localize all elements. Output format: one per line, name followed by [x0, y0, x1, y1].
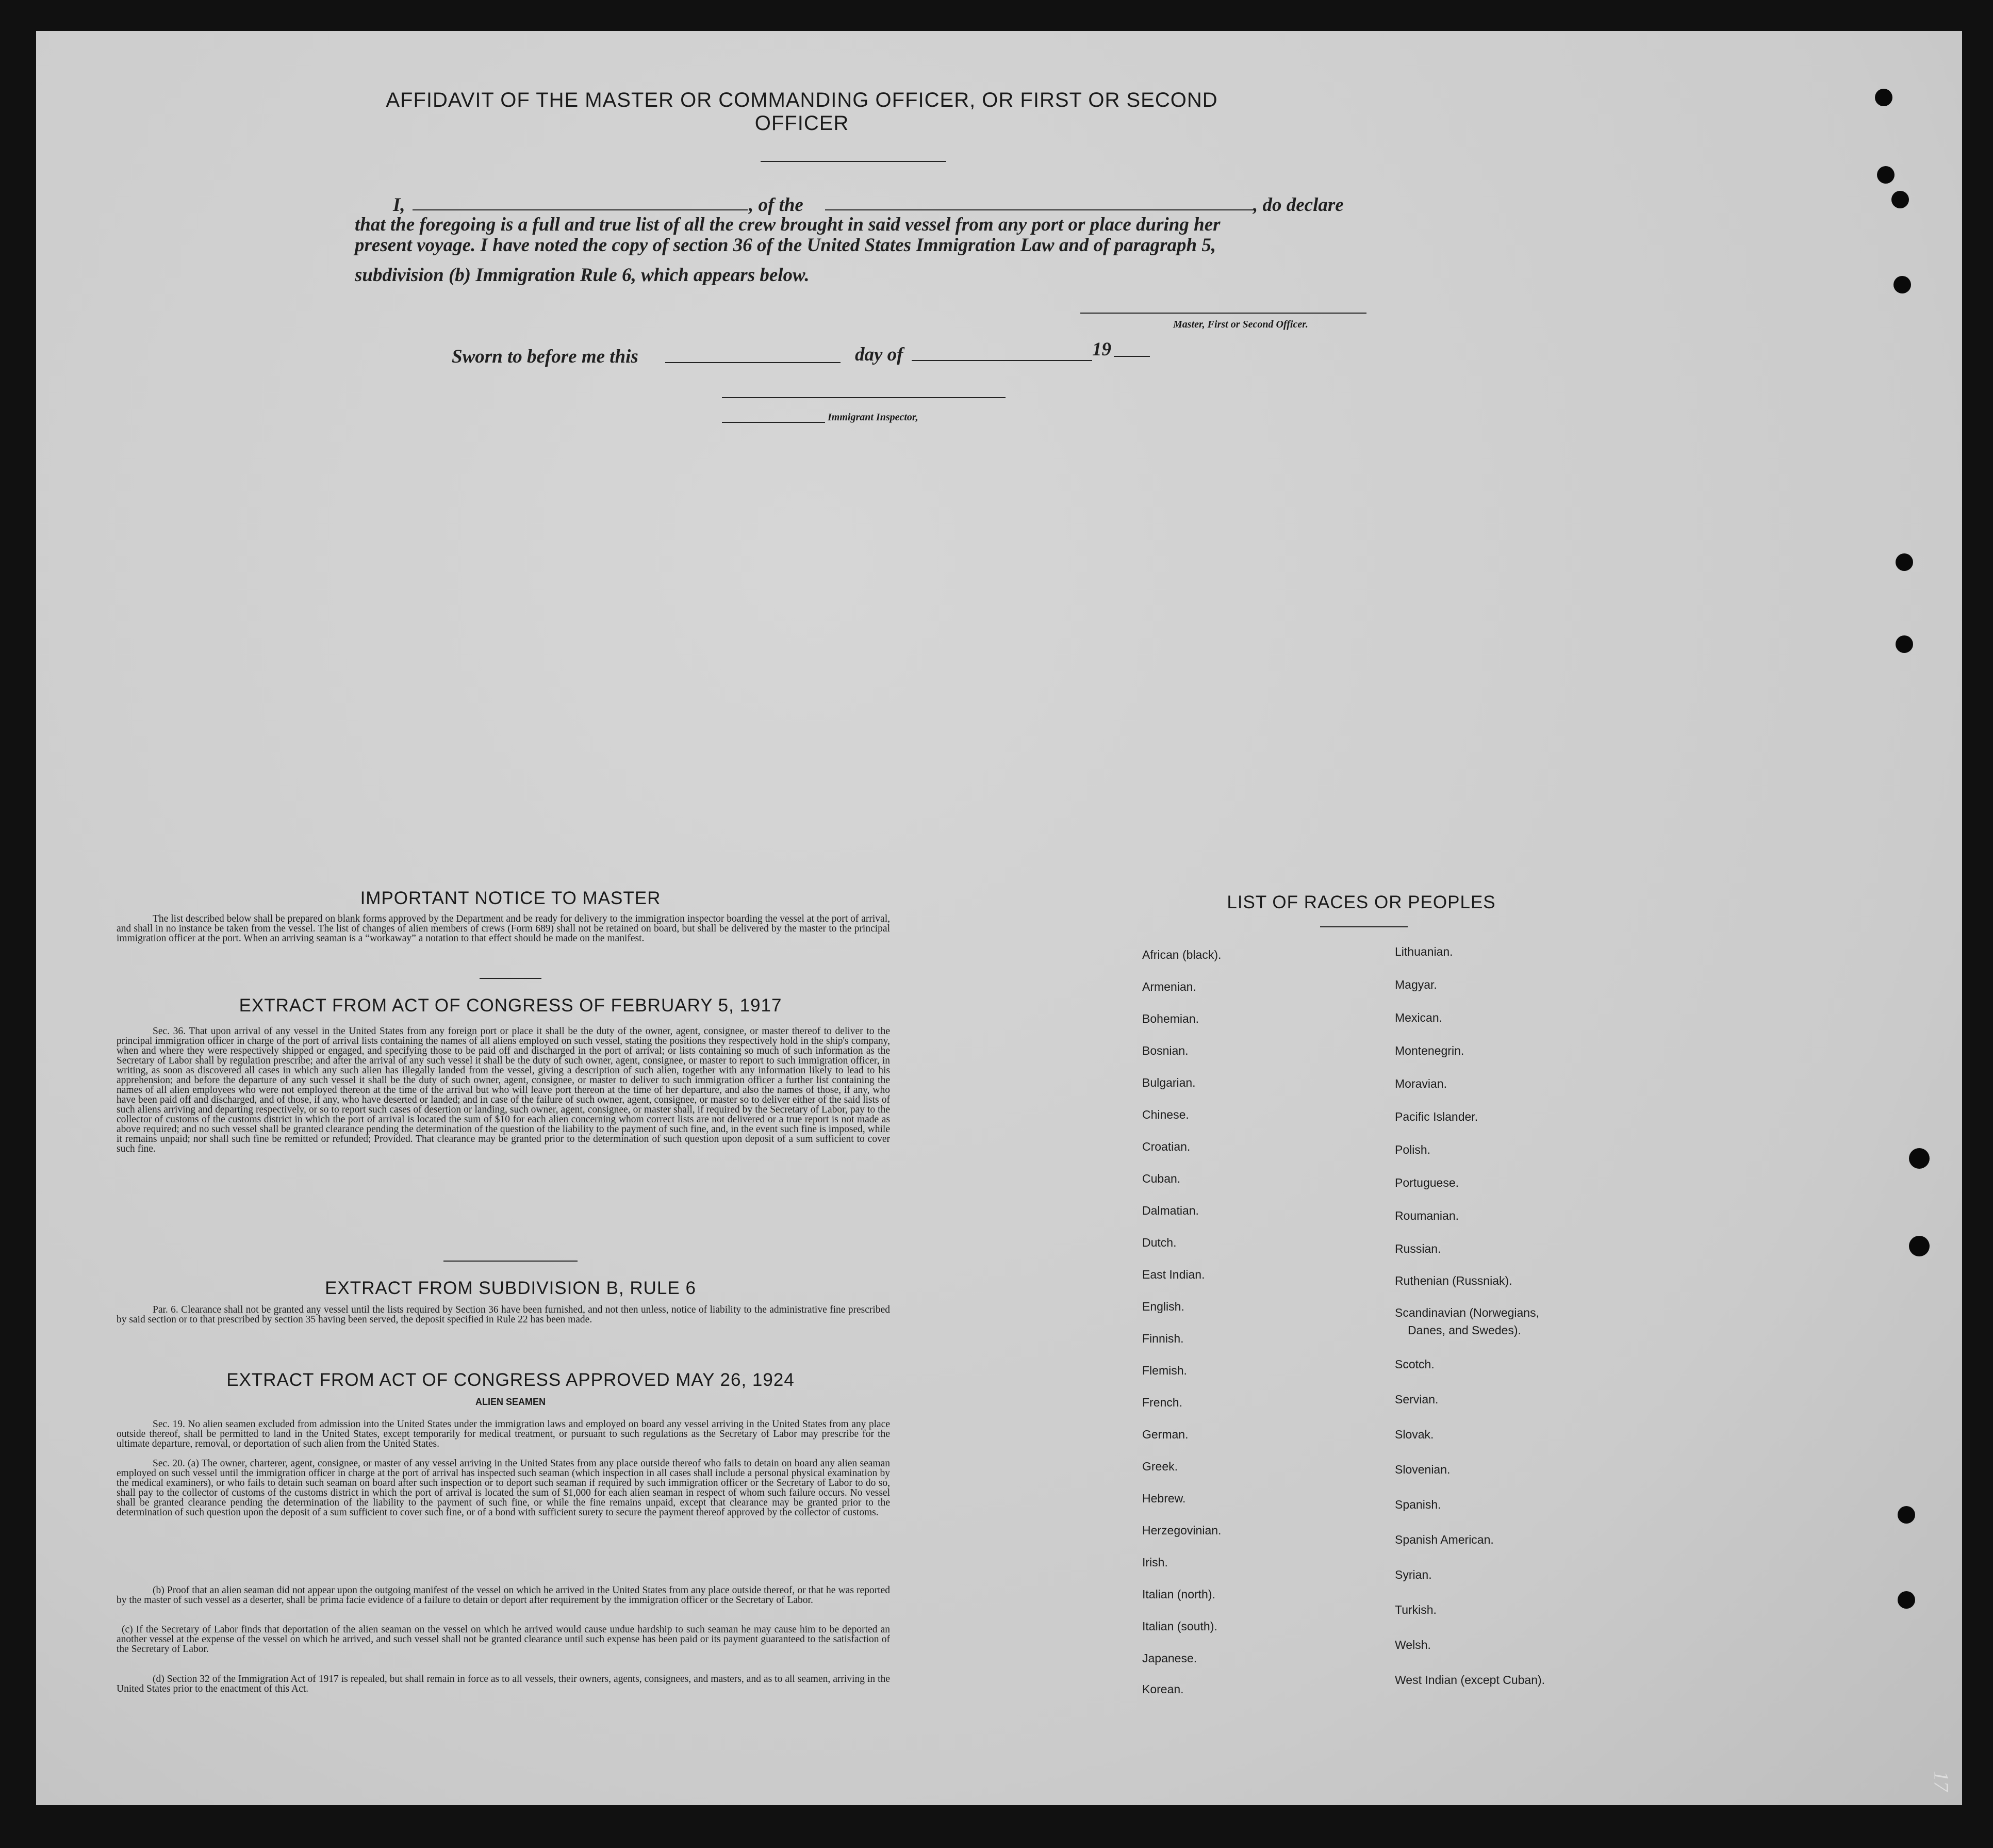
inspector-caption: Immigrant Inspector, [828, 412, 918, 423]
race-item: Danes, and Swedes). [1408, 1323, 1521, 1337]
race-item: Ruthenian (Russniak). [1395, 1274, 1512, 1287]
decl-i: I, [393, 194, 405, 216]
decl-line-3: present voyage. I have noted the copy of section 36 of the United States Immigration Law and of paragraph 5, [355, 235, 1216, 256]
year-prefix: 19 [1092, 339, 1111, 360]
race-item: Italian (north). [1142, 1588, 1215, 1601]
race-item: West Indian (except Cuban). [1395, 1673, 1545, 1687]
binder-hole [1891, 191, 1909, 208]
race-item: Spanish American. [1395, 1533, 1494, 1546]
decl-line-2: that the foregoing is a full and true list of all the crew brought in said vessel from any port or place during her [355, 214, 1221, 235]
race-item: Montenegrin. [1395, 1044, 1464, 1057]
race-item: Scotch. [1395, 1358, 1435, 1371]
race-item: German. [1142, 1428, 1189, 1441]
race-item: Lithuanian. [1395, 945, 1453, 958]
notice-body: The list described below shall be prepared on blank forms approved by the Department and be ready for delivery to the immigration inspector boarding the vessel at the port of arrival, and shall in no instance be taken from the vessel. The list of changes of alien members of crews (Form 689) shall not be retained on board, but shall be delivered by the master to the principal immigration officer at the port. When an arriving seaman is a “workaway” a notation to that effect should be made on the manifest. [117, 913, 890, 944]
extract-1924-sec20b: (b) Proof that an alien seaman did not appear upon the outgoing manifest of the vessel on which he arrived in the United States from any place outside thereof, or that he was reported by the master of such vessel as a deserter, shall be prima facie evidence of a failure to detain or deport after requirement by the immigration officer or the Secretary of Labor. [117, 1585, 890, 1606]
signature-caption: Master, First or Second Officer. [1173, 319, 1308, 330]
inspector-prefix-line[interactable] [722, 422, 825, 423]
binder-hole [1898, 1506, 1915, 1524]
extract-1924-sec20d: (d) Section 32 of the Immigration Act of 1917 is repealed, but shall remain in force as to all vessels, their owners, agents, consignees, and masters, and as to all seamen, arriving in the United States prior to the enactment of this Act. [117, 1674, 890, 1694]
race-item: Moravian. [1395, 1077, 1447, 1090]
races-title: LIST OF RACES OR PEOPLES [1227, 892, 1496, 912]
sworn-text: Sworn to before me this [452, 346, 638, 367]
sworn-day-blank[interactable] [665, 362, 841, 363]
rule6-body: Par. 6. Clearance shall not be granted any vessel until the lists required by Section 36 have been furnished, and not then unless, notice of liability to the administrative fine prescribed by said section or to that prescribed by section 35 having been served, the deposit specified in Rule 22 has been made. [117, 1304, 890, 1325]
race-item: Scandinavian (Norwegians, [1395, 1306, 1539, 1319]
decl-line-4: subdivision (b) Immigration Rule 6, which appears below. [355, 265, 810, 286]
extract-1924-sec20a: Sec. 20. (a) The owner, charterer, agent, consignee, or master of any vessel arriving in the United States from any place outside thereof who fails to detain on board any alien seaman employed on such vessel until the immigration officer in charge at the port of arrival has inspected such seaman (which inspection in all cases shall include a personal physical examination by the medical examiners), or who fails to detain such seaman on board after such inspection or to deport such seaman if required by such immigration officer or the Secretary of Labor to do so, shall pay to the collector of customs of the customs district in which the port of arrival is located the sum of $1,000 for each alien seaman in respect of whom such failure occurs. No vessel shall be granted clearance pending the determination of the liability to the payment of such fine, or while the fine remains unpaid, except that clearance may be granted prior to the determination of such question upon the deposit of a sum sufficient to cover such fine, or of a bond with sufficient surety to secure the payment thereof approved by the collector of customs. [117, 1458, 890, 1518]
binder-hole [1896, 553, 1913, 571]
year-blank[interactable] [1114, 356, 1150, 357]
race-item: Polish. [1395, 1143, 1431, 1156]
race-item: Mexican. [1395, 1011, 1443, 1024]
race-item: Slovak. [1395, 1428, 1434, 1441]
decl-do-declare: , do declare [1253, 194, 1344, 216]
race-item: Magyar. [1395, 978, 1437, 991]
race-item: East Indian. [1142, 1268, 1205, 1281]
sworn-month-blank[interactable] [912, 360, 1092, 361]
race-item: Japanese. [1142, 1651, 1197, 1665]
extract-1924-sec20c: (c) If the Secretary of Labor finds that deportation of the alien seaman on the vessel on which he arrived would cause undue hardship to such seaman he may cause him to be deported an another vessel at the expense of the vessel on which he arrived, and such vessel shall not be granted clearance until such expense has been paid or its payment guaranteed to the satisfaction of the Secretary of Labor. [117, 1624, 890, 1655]
race-item: Cuban. [1142, 1172, 1181, 1185]
extract-1917-title: EXTRACT FROM ACT OF CONGRESS OF FEBRUARY 5, 1917 [239, 995, 782, 1016]
extract-1917-underline [443, 1261, 578, 1262]
extract-1917-body: Sec. 36. That upon arrival of any vessel in the United States from any foreign port or place it shall be the duty of the owner, agent, consignee, or master thereof to deliver to the principal immigration officer in charge of the port of arrival lists containing the names of all aliens employed on such vessel, stating the positions they respectively hold in the ship's company, when and where they were respectively shipped or engaged, and specifying those to be paid off and discharged in the port of arrival; or lists containing so much of such information as the Secretary of Labor shall by regulation prescribe; and after the arrival of any such vessel it shall be the duty of such owner, agent, consignee, or master to report to such immigration officer, in writing, as soon as discovered all cases in which any such alien has illegally landed from the vessel, giving a description of such alien, together with any information likely to lead to his apprehension; and before the departure of any such vessel it shall be the duty of such owner, agent, consignee, or master to deliver to such immigration officer a further list containing the names of all alien employees who were not employed thereon at the time of the arrival but who will leave port thereon at the time of her departure, and also the names of those, if any, who have been paid off and discharged, and of those, if any, who have deserted or landed; and in case of the failure of such owner, agent, consignee, or master so to deliver either of the said lists of such aliens arriving and departing respectively, or so to report such cases of desertion or landing, such owner, agent, consignee, or master shall, if required by the Secretary of Labor, pay to the collector of customs of the customs district in which the port of arrival is located the sum of $10 for each alien concerning whom correct lists are not delivered or a true report is not made as above required; and no such vessel shall be granted clearance pending the determination of the question of the liability to the payment of such fine, and, in the event such fine is imposed, while it remains unpaid; nor shall such fine be remitted or refunded; Provided. That clearance may be granted prior to the determination of such question upon deposit of a sum sufficient to cover such fine. [117, 1026, 890, 1154]
race-item: Finnish. [1142, 1332, 1184, 1345]
race-item: Italian (south). [1142, 1620, 1217, 1633]
page-number: 17 [1930, 1771, 1953, 1792]
binder-hole [1909, 1236, 1930, 1256]
race-item: Bulgarian. [1142, 1076, 1196, 1089]
name-blank[interactable] [413, 209, 748, 210]
notice-title: IMPORTANT NOTICE TO MASTER [360, 888, 661, 908]
rule6-title: EXTRACT FROM SUBDIVISION B, RULE 6 [325, 1278, 696, 1298]
binder-hole [1875, 89, 1892, 106]
race-item: Welsh. [1395, 1638, 1431, 1651]
races-underline [1320, 926, 1408, 927]
extract-1924-subtitle: ALIEN SEAMEN [475, 1397, 546, 1407]
notice-underline [480, 978, 541, 979]
day-of-text: day of [855, 344, 903, 365]
race-item: African (black). [1142, 948, 1222, 961]
race-item: Herzegovinian. [1142, 1524, 1222, 1537]
race-item: Pacific Islander. [1395, 1110, 1478, 1123]
binder-hole [1909, 1148, 1930, 1169]
race-item: Portuguese. [1395, 1176, 1459, 1189]
title-underline [761, 161, 946, 162]
extract-1924-sec19: Sec. 19. No alien seamen excluded from admission into the United States under the immigration laws and employed on board any vessel arriving in the United States from any place outside thereof, shall be permitted to land in the United States, except temporarily for medical treatment, or pursuant to such regulations as the Secretary of Labor may prescribe for the ultimate departure, removal, or deportation of such alien from the United States. [117, 1419, 890, 1449]
race-item: Bohemian. [1142, 1012, 1199, 1025]
race-item: Spanish. [1395, 1498, 1441, 1511]
race-item: English. [1142, 1300, 1184, 1313]
decl-of-the: , of the [749, 194, 803, 216]
binder-hole [1877, 166, 1895, 184]
race-item: Servian. [1395, 1393, 1439, 1406]
race-item: Hebrew. [1142, 1492, 1186, 1505]
race-item: Dalmatian. [1142, 1204, 1199, 1217]
binder-hole [1896, 635, 1913, 653]
binder-hole [1898, 1591, 1915, 1609]
race-item: Chinese. [1142, 1108, 1189, 1121]
race-item: Irish. [1142, 1556, 1168, 1569]
race-item: Korean. [1142, 1682, 1184, 1696]
inspector-signature-line[interactable] [722, 397, 1006, 398]
race-item: Flemish. [1142, 1364, 1187, 1377]
race-item: Roumanian. [1395, 1209, 1459, 1222]
extract-1924-title: EXTRACT FROM ACT OF CONGRESS APPROVED MAY 26, 1924 [226, 1370, 795, 1390]
race-item: French. [1142, 1396, 1182, 1409]
vessel-blank[interactable] [825, 209, 1253, 210]
race-item: Russian. [1395, 1242, 1441, 1255]
race-item: Croatian. [1142, 1140, 1191, 1153]
race-item: Armenian. [1142, 980, 1196, 993]
signature-line[interactable] [1080, 313, 1366, 314]
race-item: Bosnian. [1142, 1044, 1189, 1057]
race-item: Syrian. [1395, 1568, 1432, 1581]
race-item: Dutch. [1142, 1236, 1177, 1249]
affidavit-title: AFFIDAVIT OF THE MASTER OR COMMANDING OFFICER, OR FIRST OR SECOND OFFICER [386, 89, 1218, 135]
race-item: Turkish. [1395, 1603, 1437, 1616]
race-item: Slovenian. [1395, 1463, 1451, 1476]
race-item: Greek. [1142, 1460, 1178, 1473]
binder-hole [1893, 276, 1911, 293]
